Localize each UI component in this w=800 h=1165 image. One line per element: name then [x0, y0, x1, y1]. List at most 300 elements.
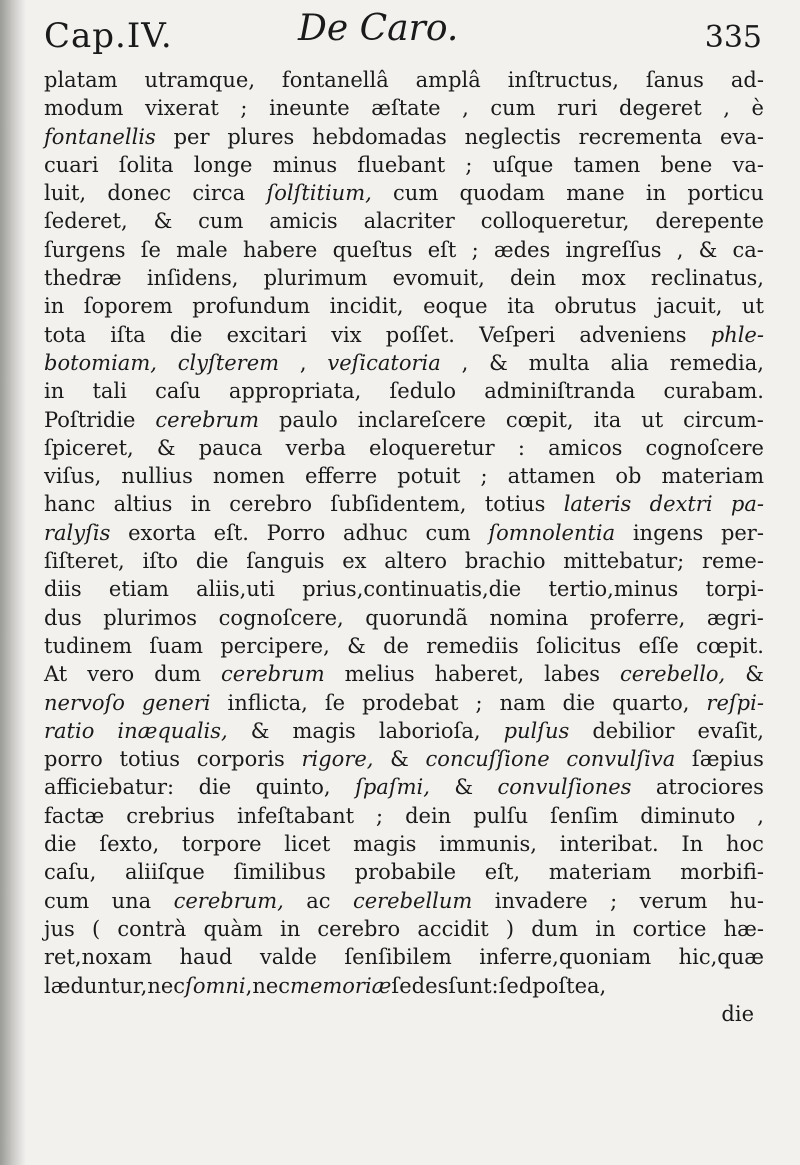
word: ob — [615, 464, 642, 489]
word: tertio,minus — [548, 577, 679, 602]
word: è — [751, 96, 764, 121]
word: longe — [193, 152, 253, 177]
word: totius — [119, 747, 181, 772]
word: clyſterem — [177, 350, 280, 375]
word: quinto, — [255, 775, 331, 800]
word: eoque — [423, 294, 488, 319]
word: crebrius — [126, 803, 215, 828]
word: , — [462, 96, 469, 121]
word: inflicta, — [227, 690, 308, 715]
word: & — [156, 435, 176, 460]
word: probabile — [354, 860, 457, 885]
word: ſenſim — [550, 803, 619, 828]
word: hæ- — [723, 916, 764, 941]
word: factæ — [44, 803, 105, 828]
body-text — [44, 66, 764, 1028]
word: remediis — [426, 633, 519, 658]
text-line — [44, 830, 764, 858]
word: cum — [198, 209, 244, 234]
word: convulſiones — [497, 775, 632, 800]
word: ad- — [730, 68, 764, 92]
word: reclinatus, — [650, 266, 764, 291]
word: ſiſteret, — [44, 549, 125, 574]
text-line — [44, 745, 764, 773]
word: ſolita — [118, 152, 174, 177]
word: exorta — [128, 520, 196, 545]
word: amicos — [548, 435, 623, 460]
text-line — [44, 236, 764, 264]
word: mittebatur; — [563, 549, 685, 574]
word: dextri — [649, 492, 713, 517]
word: cerebello, — [619, 662, 726, 687]
word: ; — [376, 803, 384, 828]
word: reme- — [702, 549, 764, 574]
word: fontanellis — [44, 124, 156, 149]
text-line — [44, 207, 764, 235]
text-line — [44, 434, 764, 462]
word: porro — [44, 747, 103, 772]
word: ſuam — [149, 633, 204, 658]
word: amicis — [269, 209, 338, 234]
word: nec — [252, 973, 291, 998]
word: veſicatoria — [327, 350, 441, 375]
word: materiam — [661, 464, 764, 489]
word: platam — [44, 68, 118, 92]
word: jus — [44, 916, 75, 941]
word: in — [190, 492, 211, 517]
word: ralyſis — [44, 520, 111, 545]
word: ſoporem — [83, 294, 173, 319]
word: aliis,uti — [196, 577, 275, 602]
word: una — [111, 888, 152, 913]
word: magis — [353, 832, 417, 857]
word: porticu — [687, 181, 764, 206]
text-line — [44, 462, 764, 490]
word: prius,continuatis,die — [302, 577, 522, 602]
word: lateris — [563, 492, 632, 517]
text-line — [44, 773, 764, 801]
word: ex — [342, 549, 367, 574]
word: plurimos — [103, 605, 198, 630]
word: inſtructus, — [507, 68, 619, 92]
word: cœpit, — [505, 407, 574, 432]
word: donec — [107, 181, 172, 206]
word: diminuto — [640, 803, 736, 828]
word: iſta — [110, 322, 146, 347]
word: hebdomadas — [312, 124, 447, 149]
word: dein — [509, 266, 557, 291]
word: ingreſſus — [565, 237, 662, 262]
word: minus — [272, 152, 338, 177]
word: adminiſtranda — [484, 379, 636, 404]
text-line — [44, 689, 764, 717]
word: in — [595, 916, 616, 941]
word: in — [44, 294, 65, 319]
word: : — [517, 435, 525, 460]
word: per — [173, 124, 210, 149]
word: jacuit, — [656, 294, 723, 319]
word: utramque, — [144, 68, 255, 92]
word: ut — [741, 294, 764, 319]
word: incidit, — [329, 294, 404, 319]
word: ſpiceret, — [44, 435, 134, 460]
word: morbifi- — [680, 860, 764, 885]
word: die — [562, 690, 596, 715]
word: evomuit, — [392, 266, 485, 291]
word: Porro — [266, 520, 326, 545]
word: , — [676, 237, 684, 262]
word: ( — [91, 916, 101, 941]
word: quarto, — [612, 690, 690, 715]
word: immunis, — [439, 832, 537, 857]
word: ita — [593, 407, 622, 432]
word: debilior — [592, 718, 675, 743]
word: verba — [285, 435, 346, 460]
word: & — [153, 209, 173, 234]
word: pa- — [730, 492, 764, 517]
chapter-label: Cap.IV. — [44, 16, 173, 56]
word: colloqueretur, — [480, 209, 630, 234]
word: remedia, — [669, 350, 764, 375]
word: ſæpius — [691, 747, 764, 772]
word: ratio — [44, 718, 95, 743]
word: altius — [113, 492, 173, 517]
word: concuſſione — [425, 747, 550, 772]
word: habere — [242, 237, 318, 262]
word: ſolicitus — [536, 633, 622, 658]
word: circum- — [683, 407, 764, 432]
word: generi — [141, 690, 211, 715]
word: dus — [44, 605, 82, 630]
word: ; — [610, 888, 618, 913]
text-line — [44, 349, 764, 377]
word: licet — [284, 832, 331, 857]
word: inferre,quoniam — [479, 945, 652, 970]
word: ; — [240, 96, 248, 121]
text-line — [44, 377, 764, 405]
word: die — [198, 775, 232, 800]
text-line — [44, 858, 764, 886]
word: die — [169, 322, 203, 347]
word: plures — [227, 124, 295, 149]
word: haberet, — [434, 662, 525, 687]
word: mane — [566, 181, 625, 206]
word: nullius — [121, 464, 193, 489]
word: accidit — [417, 916, 489, 941]
word: cum — [393, 181, 439, 206]
word: derepente — [655, 209, 764, 234]
word: in — [645, 181, 667, 206]
text-line — [44, 66, 764, 94]
word: nomen — [212, 464, 285, 489]
word: corporis — [196, 747, 285, 772]
word: totius — [484, 492, 546, 517]
word: adveniens — [579, 322, 687, 347]
word: uſque — [492, 152, 554, 177]
text-line — [44, 94, 764, 122]
word: paulo — [278, 407, 338, 432]
word: dum — [531, 916, 579, 941]
word: phle- — [710, 322, 764, 347]
word: cerebrum — [155, 407, 259, 432]
text-line — [44, 802, 764, 830]
text-line — [44, 406, 764, 434]
running-title: De Caro. — [298, 8, 459, 49]
word: eſt. — [213, 520, 249, 545]
text-line — [44, 972, 764, 1000]
word: ; — [480, 464, 488, 489]
word: pulſu — [473, 803, 529, 828]
word: tamen — [573, 152, 641, 177]
word: quàm — [203, 916, 263, 941]
word: eloqueretur — [369, 435, 495, 460]
word: obrutus — [554, 294, 637, 319]
word: luit, — [44, 181, 87, 206]
word: ſe — [324, 690, 346, 715]
word: hanc — [44, 492, 96, 517]
catchword: die — [721, 1001, 754, 1026]
word: ægri- — [706, 605, 764, 630]
word: In — [681, 832, 704, 857]
word: vixerat — [145, 96, 219, 121]
word: vix — [331, 322, 362, 347]
word: viſus, — [44, 464, 102, 489]
page-gutter-shadow — [0, 0, 26, 1165]
word: cum — [425, 520, 471, 545]
word: alia — [610, 350, 649, 375]
word: hoc — [725, 832, 764, 857]
word: ſedulo — [389, 379, 457, 404]
word: ſimilibus — [233, 860, 326, 885]
word: & — [347, 633, 366, 658]
word: ſenſibilem — [344, 945, 452, 970]
word: mox — [581, 266, 626, 291]
word: prodebat — [362, 690, 459, 715]
word: neglectis — [464, 124, 561, 149]
word: eſt, — [484, 860, 521, 885]
word: infeſtabant — [236, 803, 355, 828]
word: poſſet. — [385, 322, 455, 347]
word: amplâ — [415, 68, 481, 92]
word: torpi- — [705, 577, 764, 602]
word: ſanus — [645, 68, 704, 92]
word: labes — [544, 662, 600, 687]
word: cerebro — [317, 916, 401, 941]
word: curabam. — [663, 379, 764, 404]
text-line — [44, 179, 764, 207]
word: diis — [44, 577, 82, 602]
word: ſubſidentem, — [330, 492, 467, 517]
word: tali — [92, 379, 127, 404]
word: , — [245, 973, 253, 998]
word: efferre — [304, 464, 378, 489]
word: ſunt: — [448, 973, 499, 998]
word: inæqualis, — [117, 718, 228, 743]
word: nam — [499, 690, 546, 715]
word: ; — [465, 152, 473, 177]
word: torpore — [181, 832, 262, 857]
text-line — [44, 151, 764, 179]
text-line — [44, 915, 764, 943]
text-line — [44, 660, 764, 688]
text-line — [44, 292, 764, 320]
word: tota — [44, 322, 87, 347]
word: male — [176, 237, 228, 262]
word: ſederet, — [44, 209, 128, 234]
text-line — [44, 943, 764, 971]
word: cuari — [44, 152, 99, 177]
word: cum — [44, 888, 90, 913]
word: cerebrum, — [173, 888, 284, 913]
word: in — [44, 379, 65, 404]
word: cognoſcere, — [218, 605, 344, 630]
word: materiam — [548, 860, 652, 885]
word: & — [250, 718, 270, 743]
word: laborioſa, — [378, 718, 481, 743]
word: tudinem — [44, 633, 132, 658]
word: multa — [528, 350, 590, 375]
word: cerebrum — [221, 662, 325, 687]
word: brachio — [464, 549, 546, 574]
word: ruri — [557, 96, 598, 121]
word: ret,noxam — [44, 945, 153, 970]
word: ſexto, — [99, 832, 160, 857]
word: ſed — [498, 973, 533, 998]
word: memoriæ — [290, 973, 392, 998]
word: melius — [344, 662, 415, 687]
word: ſolſtitium, — [266, 181, 372, 206]
text-line — [44, 632, 764, 660]
word: ac — [306, 888, 331, 913]
book-page — [44, 6, 764, 1156]
word: degeret — [619, 96, 702, 121]
word: & — [454, 775, 474, 800]
word: interibat. — [559, 832, 659, 857]
word: ſe — [140, 237, 161, 262]
word: plurimum — [263, 266, 368, 291]
word: dein — [405, 803, 452, 828]
word: inclareſcere — [357, 407, 486, 432]
word: cum — [490, 96, 536, 121]
word: & — [390, 747, 409, 772]
word: nomina — [489, 605, 569, 630]
word: ) — [505, 916, 515, 941]
text-line — [44, 717, 764, 745]
word: poſtea, — [532, 973, 607, 998]
word: hic,quæ — [678, 945, 764, 970]
word: aliiſque — [125, 860, 205, 885]
word: inſidens, — [146, 266, 239, 291]
word: recrementa — [578, 124, 703, 149]
word: atrociores — [655, 775, 764, 800]
word: , — [723, 96, 730, 121]
word: die — [195, 549, 229, 574]
word: & — [698, 237, 718, 262]
word: vero — [87, 662, 135, 687]
word: ædes — [493, 237, 551, 262]
word: ſurgens — [44, 237, 126, 262]
word: haud — [179, 945, 233, 970]
text-line — [44, 519, 764, 547]
word: eſſe — [638, 633, 679, 658]
word: Veſperi — [479, 322, 556, 347]
word: adhuc — [343, 520, 408, 545]
text-line — [44, 123, 764, 151]
word: cortice — [632, 916, 707, 941]
word: va- — [732, 152, 764, 177]
word: caſu, — [44, 860, 97, 885]
word: At — [44, 662, 68, 687]
word: ; — [475, 690, 483, 715]
word: fluebant — [357, 152, 446, 177]
word: attamen — [507, 464, 596, 489]
word: , — [299, 350, 307, 375]
running-header — [44, 6, 764, 64]
word: ſomnolentia — [488, 520, 616, 545]
word: ut — [641, 407, 664, 432]
word: botomiam, — [44, 350, 157, 375]
word: etiam — [108, 577, 169, 602]
word: nec — [147, 973, 186, 998]
word: ſedes — [391, 973, 449, 998]
text-line — [44, 604, 764, 632]
word: hu- — [729, 888, 764, 913]
word: magis — [292, 718, 356, 743]
word: cerebro — [229, 492, 313, 517]
word: convulſiva — [566, 747, 676, 772]
word: circa — [192, 181, 246, 206]
word: per- — [720, 520, 764, 545]
word: æſtate — [371, 96, 441, 121]
text-line — [44, 547, 764, 575]
word: ; — [471, 237, 479, 262]
word: modum — [44, 96, 124, 121]
word: & — [489, 350, 508, 375]
word: eſt — [427, 237, 457, 262]
word: in — [280, 916, 301, 941]
word: quorundã — [365, 605, 468, 630]
word: rigore, — [301, 747, 374, 772]
word: percipere, — [220, 633, 330, 658]
word: ca- — [732, 237, 764, 262]
text-line — [44, 575, 764, 603]
word: quodam — [459, 181, 545, 206]
word: verum — [639, 888, 708, 913]
word: cerebellum — [352, 888, 473, 913]
word: dum — [154, 662, 202, 687]
word: ſanguis — [246, 549, 325, 574]
word: cognoſcere — [645, 435, 764, 460]
word: excitari — [226, 322, 308, 347]
word: cœpit. — [696, 633, 764, 658]
word: appropriata, — [228, 379, 362, 404]
word: pauca — [198, 435, 263, 460]
page-number: 335 — [704, 20, 762, 55]
word: caſu — [155, 379, 201, 404]
word: contrà — [117, 916, 187, 941]
word: bene — [660, 152, 713, 177]
word: , — [757, 803, 764, 828]
word: afficiebatur: — [44, 775, 175, 800]
text-line — [44, 321, 764, 349]
word: valde — [259, 945, 317, 970]
text-line — [44, 887, 764, 915]
word: thedræ — [44, 266, 122, 291]
word: die — [44, 832, 77, 857]
word: reſpi- — [706, 690, 764, 715]
word: ſpaſmi, — [355, 775, 430, 800]
word: invadere — [494, 888, 588, 913]
